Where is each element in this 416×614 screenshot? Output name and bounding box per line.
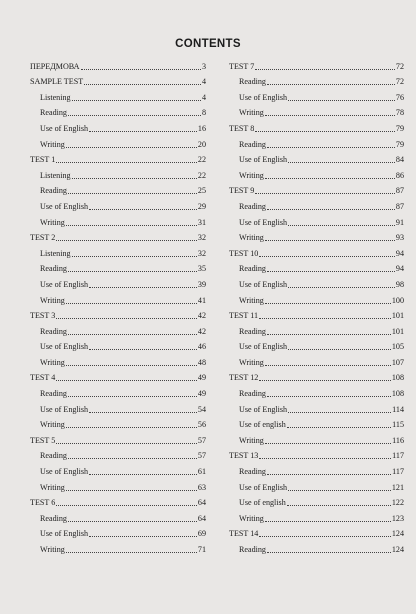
toc-subentry xyxy=(229,134,404,150)
toc-entry xyxy=(229,368,404,384)
dot-leader xyxy=(68,396,197,397)
toc-subentry xyxy=(30,415,206,431)
toc-entry-label: Use of English xyxy=(239,279,288,289)
toc-page-number: 94 xyxy=(395,264,404,274)
toc-entry-label: Reading xyxy=(239,545,266,554)
dot-leader xyxy=(66,552,197,553)
dot-leader xyxy=(56,380,197,381)
toc-subentry xyxy=(229,430,404,446)
dot-leader xyxy=(259,380,391,381)
toc-entry-label: TEST 7 xyxy=(229,61,255,71)
dot-leader xyxy=(265,303,391,304)
toc-entry-label: Use of English xyxy=(40,123,89,133)
toc-page-number: 114 xyxy=(392,404,404,414)
dot-leader xyxy=(259,536,391,537)
toc-entry-label: Reading xyxy=(40,389,67,399)
toc-page-number: 71 xyxy=(197,545,206,554)
toc-subentry xyxy=(30,243,206,259)
toc-entry xyxy=(229,243,404,259)
dot-leader xyxy=(288,225,395,226)
toc-entry xyxy=(229,56,404,72)
toc-subentry xyxy=(229,352,404,368)
toc-subentry xyxy=(30,212,206,228)
toc-subentry xyxy=(30,337,206,353)
toc-column-left xyxy=(30,56,206,555)
toc-entry-label: TEST 4 xyxy=(30,373,56,383)
dot-leader xyxy=(72,100,201,101)
toc-page-number: 42 xyxy=(197,326,206,336)
toc-page-number: 61 xyxy=(197,467,206,477)
toc-subentry xyxy=(30,87,206,103)
toc-page-number: 107 xyxy=(391,357,404,367)
dot-leader xyxy=(68,271,197,272)
dot-leader xyxy=(267,84,395,85)
toc-entry-label: Listening xyxy=(40,248,71,258)
toc-entry-label: Reading xyxy=(40,326,67,336)
toc-entry-label: Use of English xyxy=(40,279,89,289)
dot-leader xyxy=(66,147,197,148)
toc-entry-label: Reading xyxy=(239,77,266,87)
toc-page-number: 87 xyxy=(395,201,404,211)
dot-leader xyxy=(56,443,197,444)
toc-entry-label: Writing xyxy=(40,420,65,430)
toc-subentry xyxy=(229,508,404,524)
toc-entry-label: Reading xyxy=(40,513,67,523)
toc-entry-label: Reading xyxy=(239,326,266,336)
toc-page-number: 108 xyxy=(391,389,404,399)
dot-leader xyxy=(56,240,197,241)
toc-subentry xyxy=(229,103,404,119)
toc-entry-label: Reading xyxy=(40,451,67,461)
dot-leader xyxy=(267,334,391,335)
toc-subentry xyxy=(229,321,404,337)
toc-entry-label: TEST 10 xyxy=(229,248,259,258)
toc-entry-label: Writing xyxy=(40,482,65,492)
dot-leader xyxy=(89,349,197,350)
toc-entry-label: TEST 9 xyxy=(229,186,255,196)
toc-page-number: 108 xyxy=(391,373,404,383)
toc-page-number: 39 xyxy=(197,279,206,289)
toc-entry-label: Writing xyxy=(40,357,65,367)
toc-entry-label: Writing xyxy=(40,545,65,554)
toc-page-number: 122 xyxy=(391,498,404,508)
dot-leader xyxy=(259,256,395,257)
toc-entry-label: Writing xyxy=(239,170,264,180)
page-title: CONTENTS xyxy=(175,38,241,50)
toc-subentry xyxy=(229,477,404,493)
dot-leader xyxy=(72,178,197,179)
toc-page-number: 41 xyxy=(197,295,206,305)
toc-entry-label: Reading xyxy=(40,108,67,118)
toc-entry-label: SAMPLE TEST xyxy=(30,77,84,87)
dot-leader xyxy=(259,458,391,459)
toc-subentry xyxy=(30,196,206,212)
toc-entry-label: Use of English xyxy=(40,404,89,414)
dot-leader xyxy=(259,318,391,319)
toc-page-number: 64 xyxy=(197,498,206,508)
toc-subentry xyxy=(229,212,404,228)
toc-entry-label: TEST 3 xyxy=(30,311,56,321)
toc-entry xyxy=(229,118,404,134)
dot-leader xyxy=(288,100,395,101)
dot-leader xyxy=(288,490,391,491)
toc-entry-label: Reading xyxy=(40,186,67,196)
toc-subentry xyxy=(229,87,404,103)
dot-leader xyxy=(68,458,197,459)
toc-page-number: 35 xyxy=(197,264,206,274)
toc-entry-label: Writing xyxy=(239,357,264,367)
toc-subentry xyxy=(30,181,206,197)
toc-page-number: 78 xyxy=(395,108,404,118)
dot-leader xyxy=(89,536,197,537)
toc-page-number: 101 xyxy=(391,326,404,336)
toc-entry-label: Reading xyxy=(40,264,67,274)
dot-leader xyxy=(267,271,395,272)
toc-entry xyxy=(229,306,404,322)
toc-entry-label: Reading xyxy=(239,467,266,477)
dot-leader xyxy=(287,505,391,506)
dot-leader xyxy=(255,69,395,70)
toc-subentry xyxy=(229,72,404,88)
toc-subentry xyxy=(229,399,404,415)
dot-leader xyxy=(267,396,391,397)
toc-entry xyxy=(30,306,206,322)
toc-subentry xyxy=(229,493,404,509)
toc-subentry xyxy=(30,524,206,540)
toc-page-number: 86 xyxy=(395,170,404,180)
toc-subentry xyxy=(30,461,206,477)
toc-subentry xyxy=(229,259,404,275)
dot-leader xyxy=(68,334,197,335)
toc-subentry xyxy=(30,321,206,337)
toc-subentry xyxy=(30,539,206,555)
toc-entry-label: Use of English xyxy=(239,342,288,352)
toc-entry-label: TEST 2 xyxy=(30,233,56,243)
toc-subentry xyxy=(30,399,206,415)
dot-leader xyxy=(56,318,197,319)
toc-page-number: 124 xyxy=(391,529,404,539)
dot-leader xyxy=(267,552,391,553)
toc-entry xyxy=(30,72,206,88)
dot-leader xyxy=(68,193,197,194)
dot-leader xyxy=(288,412,391,413)
toc-entry-label: Writing xyxy=(40,295,65,305)
toc-entry xyxy=(30,56,206,72)
toc-entry-label: Writing xyxy=(239,513,264,523)
toc-entry-label: TEST 12 xyxy=(229,373,259,383)
toc-entry-label: Writing xyxy=(40,217,65,227)
toc-page-number: 42 xyxy=(197,311,206,321)
dot-leader xyxy=(66,365,197,366)
toc-subentry xyxy=(229,274,404,290)
toc-subentry xyxy=(229,290,404,306)
toc-page-number: 94 xyxy=(395,248,404,258)
toc-entry-label: Use of English xyxy=(239,217,288,227)
toc-entry-label: Use of English xyxy=(40,529,89,539)
dot-leader xyxy=(265,178,395,179)
toc-page-number: 79 xyxy=(395,123,404,133)
toc-page-number: 4 xyxy=(201,77,206,87)
toc-entry xyxy=(30,430,206,446)
toc-entry-label: TEST 5 xyxy=(30,435,56,445)
toc-page-number: 22 xyxy=(197,155,206,165)
toc-page-number: 25 xyxy=(197,186,206,196)
toc-entry-label: ПЕРЕДМОВА xyxy=(30,61,80,71)
toc-entry xyxy=(229,181,404,197)
toc-subentry xyxy=(30,134,206,150)
dot-leader xyxy=(265,240,395,241)
toc-subentry xyxy=(229,150,404,166)
toc-page-number: 57 xyxy=(197,435,206,445)
dot-leader xyxy=(265,443,391,444)
dot-leader xyxy=(72,256,197,257)
toc-page-number: 31 xyxy=(197,217,206,227)
dot-leader xyxy=(287,427,391,428)
toc-entry-label: Use of English xyxy=(40,342,89,352)
toc-subentry xyxy=(229,461,404,477)
toc-entry-label: TEST 13 xyxy=(229,451,259,461)
toc-page-number: 124 xyxy=(391,545,404,554)
dot-leader xyxy=(66,225,197,226)
toc-entry-label: Writing xyxy=(239,295,264,305)
dot-leader xyxy=(81,69,201,70)
toc-subentry xyxy=(229,228,404,244)
toc-page-number: 69 xyxy=(197,529,206,539)
toc-column-right xyxy=(229,56,404,555)
toc-page-number: 4 xyxy=(201,92,206,102)
toc-entry xyxy=(229,524,404,540)
toc-page-number: 100 xyxy=(391,295,404,305)
toc-subentry xyxy=(30,352,206,368)
toc-subentry xyxy=(229,165,404,181)
toc-page-number: 123 xyxy=(391,513,404,523)
toc-page-number: 48 xyxy=(197,357,206,367)
toc-entry-label: Listening xyxy=(40,92,71,102)
toc-subentry xyxy=(30,477,206,493)
toc-subentry xyxy=(229,337,404,353)
toc-entry xyxy=(229,446,404,462)
toc-page-number: 93 xyxy=(395,233,404,243)
dot-leader xyxy=(288,349,391,350)
dot-leader xyxy=(89,131,197,132)
dot-leader xyxy=(288,287,395,288)
toc-page-number: 105 xyxy=(391,342,404,352)
toc-page-number: 32 xyxy=(197,233,206,243)
toc-subentry xyxy=(229,415,404,431)
toc-page-number: 8 xyxy=(201,108,206,118)
toc-subentry xyxy=(30,383,206,399)
toc-entry-label: TEST 14 xyxy=(229,529,259,539)
dot-leader xyxy=(56,162,197,163)
toc-entry-label: Use of English xyxy=(239,404,288,414)
toc-page-number: 32 xyxy=(197,248,206,258)
dot-leader xyxy=(89,412,197,413)
dot-leader xyxy=(66,427,197,428)
toc-page-number: 54 xyxy=(197,404,206,414)
toc-page-number: 116 xyxy=(392,435,404,445)
toc-page-number: 49 xyxy=(197,389,206,399)
toc-page-number: 101 xyxy=(391,311,404,321)
toc-subentry xyxy=(229,539,404,555)
toc-entry-label: Use of English xyxy=(40,201,89,211)
toc-subentry xyxy=(229,196,404,212)
toc-subentry xyxy=(30,508,206,524)
dot-leader xyxy=(89,209,197,210)
toc-entry-label: Listening xyxy=(40,170,71,180)
toc-entry xyxy=(30,368,206,384)
dot-leader xyxy=(267,474,391,475)
toc-page-number: 117 xyxy=(392,451,404,461)
toc-entry-label: Writing xyxy=(239,108,264,118)
dot-leader xyxy=(288,162,395,163)
toc-entry xyxy=(30,493,206,509)
toc-page-number: 84 xyxy=(395,155,404,165)
toc-page-number: 117 xyxy=(392,467,404,477)
toc-page-number: 46 xyxy=(197,342,206,352)
toc-entry-label: Writing xyxy=(239,233,264,243)
toc-page-number: 57 xyxy=(197,451,206,461)
toc-page-number: 76 xyxy=(395,92,404,102)
dot-leader xyxy=(68,521,197,522)
dot-leader xyxy=(267,209,395,210)
dot-leader xyxy=(255,131,395,132)
toc-entry-label: TEST 11 xyxy=(229,311,259,321)
dot-leader xyxy=(89,474,197,475)
toc-entry-label: Reading xyxy=(239,139,266,149)
toc-entry-label: Use of english xyxy=(239,498,286,508)
dot-leader xyxy=(265,365,391,366)
toc-page-number: 91 xyxy=(395,217,404,227)
toc-entry-label: Use of English xyxy=(239,92,288,102)
dot-leader xyxy=(66,490,197,491)
toc-subentry xyxy=(30,290,206,306)
toc-subentry xyxy=(30,103,206,119)
toc-entry xyxy=(30,150,206,166)
toc-subentry xyxy=(30,446,206,462)
dot-leader xyxy=(89,287,197,288)
toc-page-number: 72 xyxy=(395,77,404,87)
toc-entry-label: Use of English xyxy=(239,155,288,165)
dot-leader xyxy=(68,115,201,116)
toc-entry-label: Reading xyxy=(239,389,266,399)
toc-subentry xyxy=(30,165,206,181)
toc-page-number: 79 xyxy=(395,139,404,149)
toc-entry-label: Writing xyxy=(239,435,264,445)
toc-entry-label: Use of english xyxy=(239,420,286,430)
dot-leader xyxy=(265,115,395,116)
toc-subentry xyxy=(30,274,206,290)
dot-leader xyxy=(56,505,197,506)
toc-entry-label: Writing xyxy=(40,139,65,149)
toc-entry-label: TEST 6 xyxy=(30,498,56,508)
dot-leader xyxy=(265,521,391,522)
toc-page-number: 29 xyxy=(197,201,206,211)
dot-leader xyxy=(267,147,395,148)
toc-page-number: 87 xyxy=(395,186,404,196)
toc-entry xyxy=(30,228,206,244)
toc-page-number: 63 xyxy=(197,482,206,492)
toc-entry-label: TEST 1 xyxy=(30,155,56,165)
dot-leader xyxy=(66,303,197,304)
toc-page-number: 64 xyxy=(197,513,206,523)
toc-entry-label: TEST 8 xyxy=(229,123,255,133)
toc-entry-label: Use of English xyxy=(40,467,89,477)
toc-page-number: 20 xyxy=(197,139,206,149)
toc-page-number: 16 xyxy=(197,123,206,133)
toc-entry-label: Reading xyxy=(239,264,266,274)
toc-entry-label: Reading xyxy=(239,201,266,211)
dot-leader xyxy=(84,84,201,85)
toc-page-number: 49 xyxy=(197,373,206,383)
toc-subentry xyxy=(30,118,206,134)
dot-leader xyxy=(255,193,395,194)
toc-page-number: 56 xyxy=(197,420,206,430)
toc-subentry xyxy=(30,259,206,275)
toc-page-number: 3 xyxy=(201,61,206,71)
toc-subentry xyxy=(229,383,404,399)
toc-page-number: 98 xyxy=(395,279,404,289)
toc-entry-label: Use of English xyxy=(239,482,288,492)
toc-page-number: 115 xyxy=(392,420,404,430)
toc-page-number: 121 xyxy=(391,482,404,492)
toc-page-number: 22 xyxy=(197,170,206,180)
toc-page-number: 72 xyxy=(395,61,404,71)
